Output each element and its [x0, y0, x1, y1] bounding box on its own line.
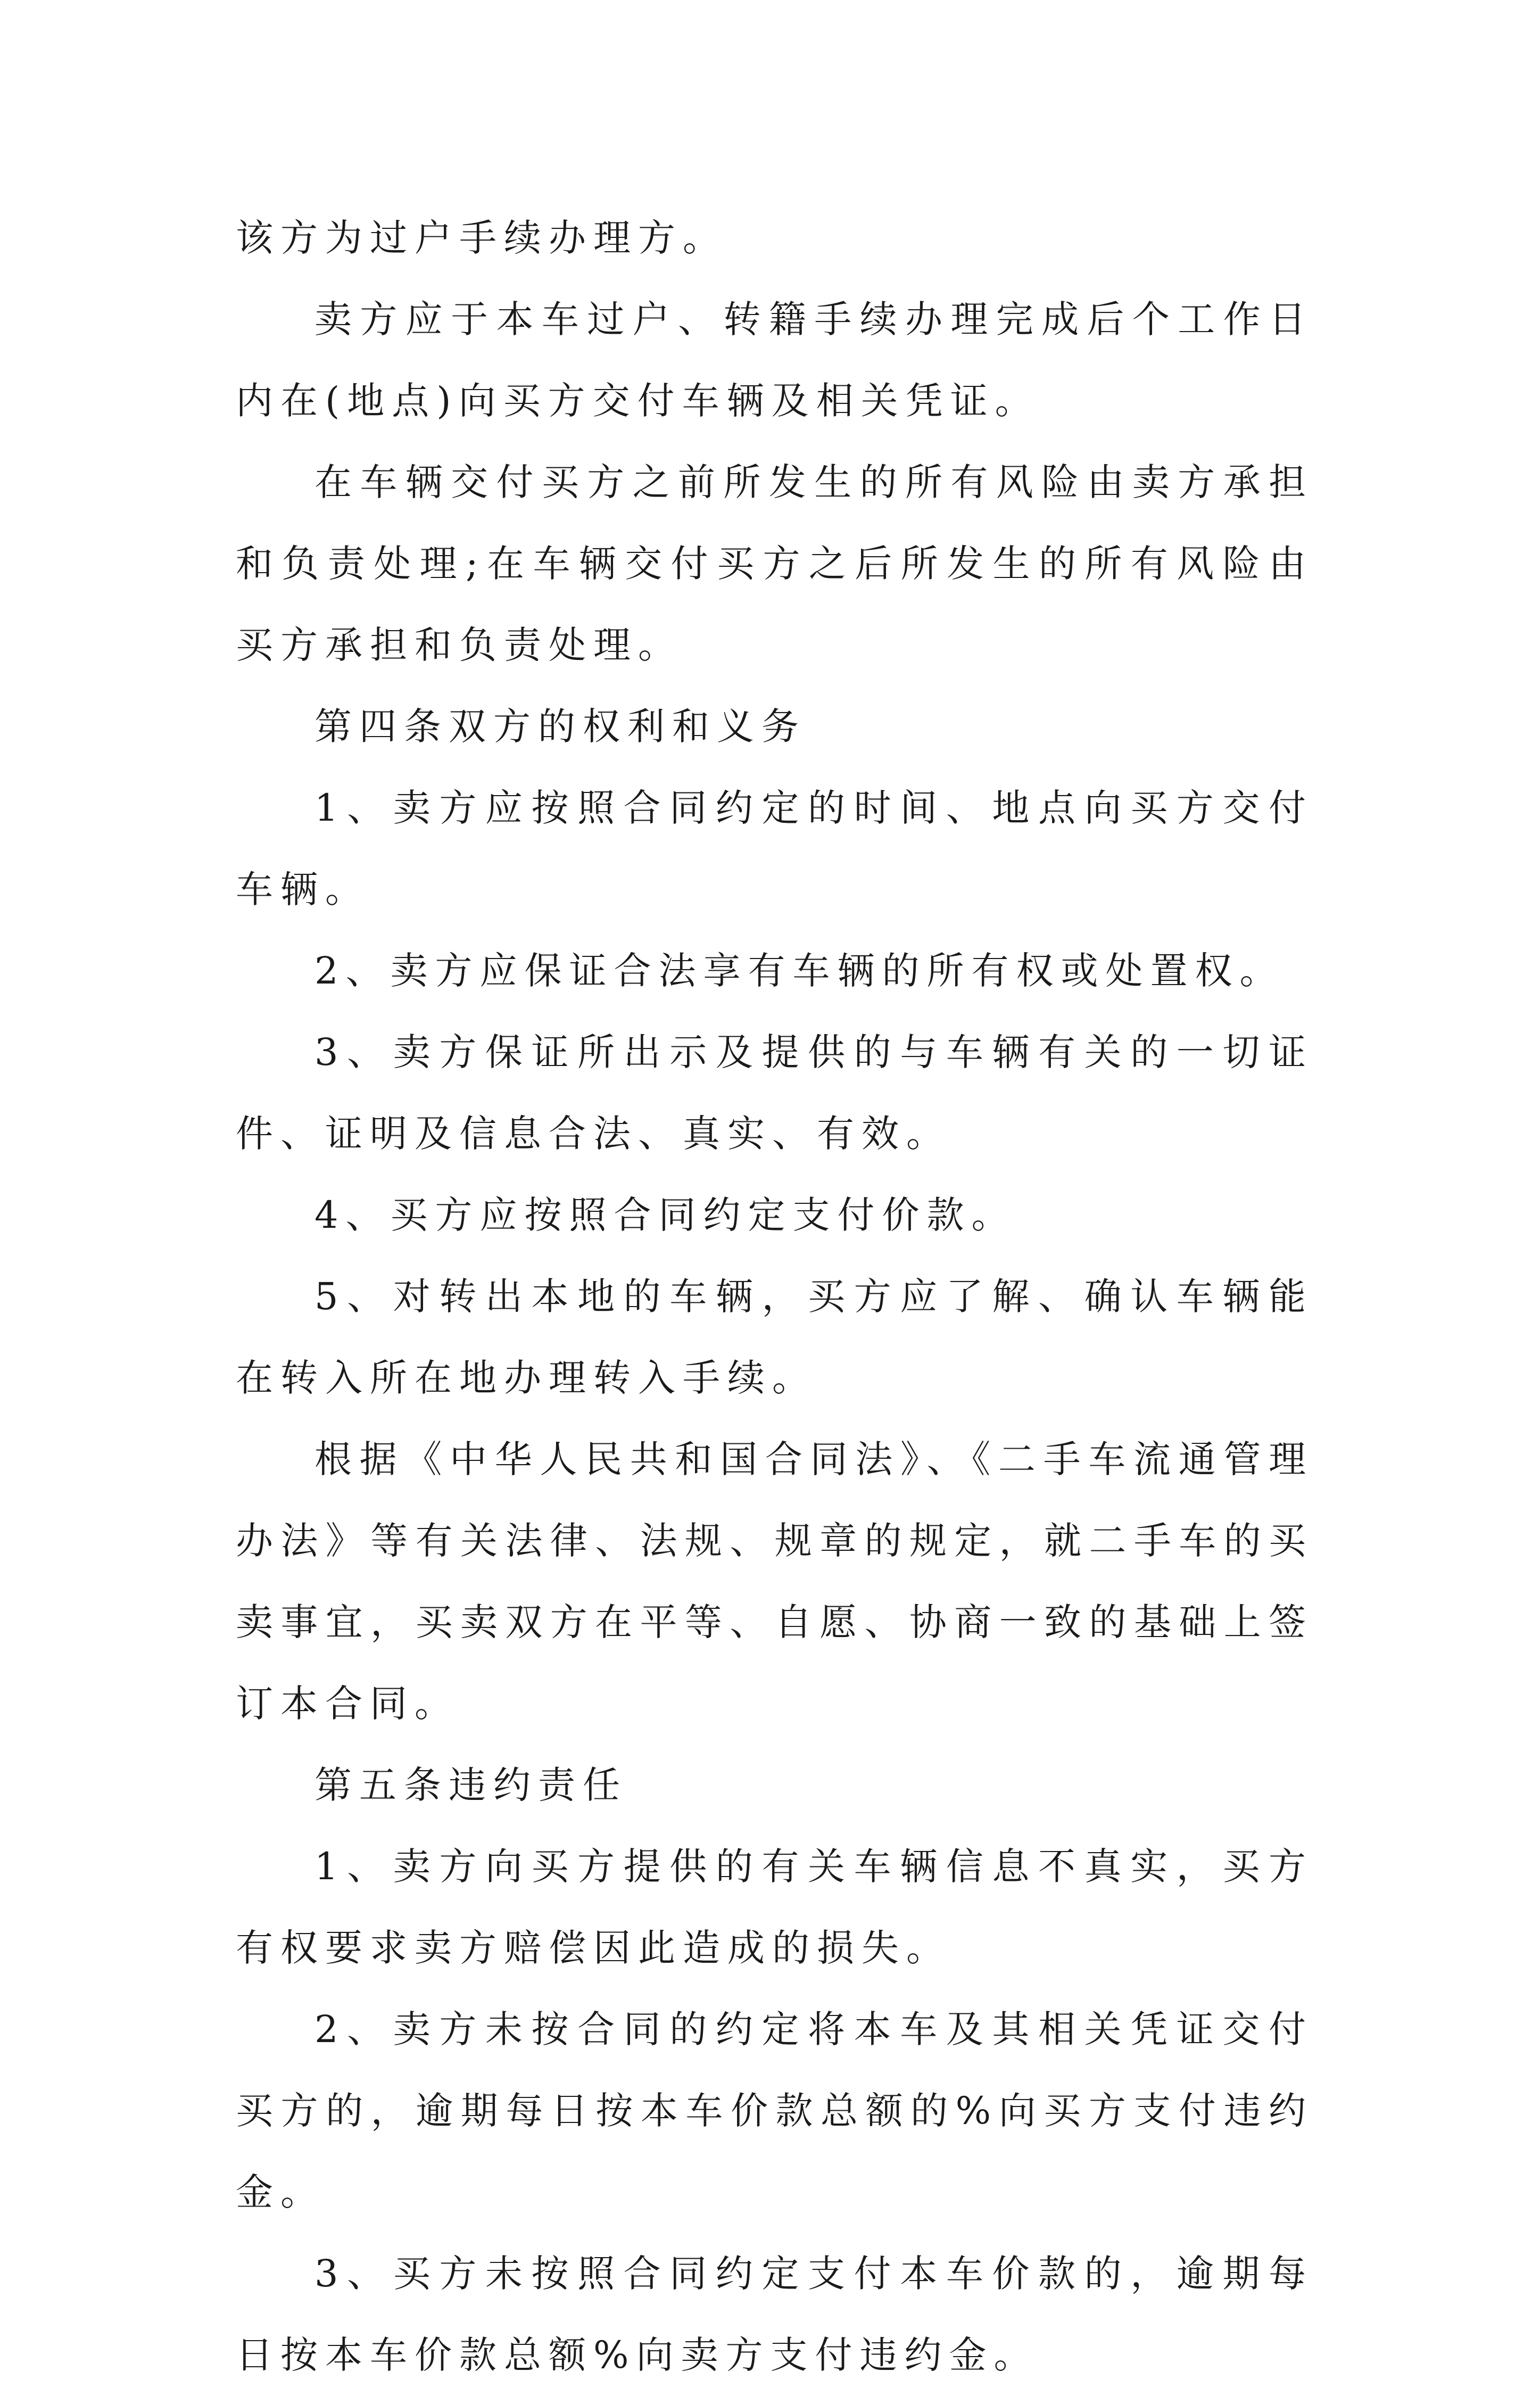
section-heading: 第四条双方的权利和义务 — [314, 705, 806, 748]
list-item: 2、卖方应保证合法享有车辆的所有权或处置权。 — [314, 949, 1285, 993]
list-item: 4、买方应按照合同约定支付价款。 — [314, 1193, 1016, 1237]
list-item: 3、买方未按照合同约定支付本车价款的，逾期每日按本车价款总额%向卖方支付违约金。 — [236, 2252, 1313, 2377]
paragraph: 卖方应于本车过户、转籍手续办理完成后个工作日内在(地点)向买方交付车辆及相关凭证。 — [236, 298, 1313, 423]
section-heading: 第五条违约责任 — [314, 1763, 627, 1807]
paragraph: 该方为过户手续办理方。 — [236, 216, 727, 260]
list-item: 5、对转出本地的车辆，买方应了解、确认车辆能在转入所在地办理转入手续。 — [236, 1275, 1313, 1400]
list-item: 2、卖方未按合同的约定将本车及其相关凭证交付买方的，逾期每日按本车价款总额的%向买方支付违约金。 — [236, 2007, 1313, 2214]
paragraph: 根据《中华人民共和国合同法》、《二手车流通管理办法》等有关法律、法规、规章的规定，就二手车的买卖事宜，买卖双方在平等、自愿、协商一致的基础上签订本合同。 — [236, 1437, 1313, 1725]
document-body — [236, 197, 1313, 2396]
list-item: 3、卖方保证所出示及提供的与车辆有关的一切证件、证明及信息合法、真实、有效。 — [236, 1030, 1313, 1155]
list-item: 1、卖方应按照合同约定的时间、地点向买方交付车辆。 — [236, 786, 1313, 911]
list-item: 1、卖方向买方提供的有关车辆信息不真实，买方有权要求卖方赔偿因此造成的损失。 — [236, 1845, 1313, 1970]
paragraph: 在车辆交付买方之前所发生的所有风险由卖方承担和负责处理;在车辆交付买方之后所发生的所有风险由买方承担和负责处理。 — [236, 460, 1313, 667]
